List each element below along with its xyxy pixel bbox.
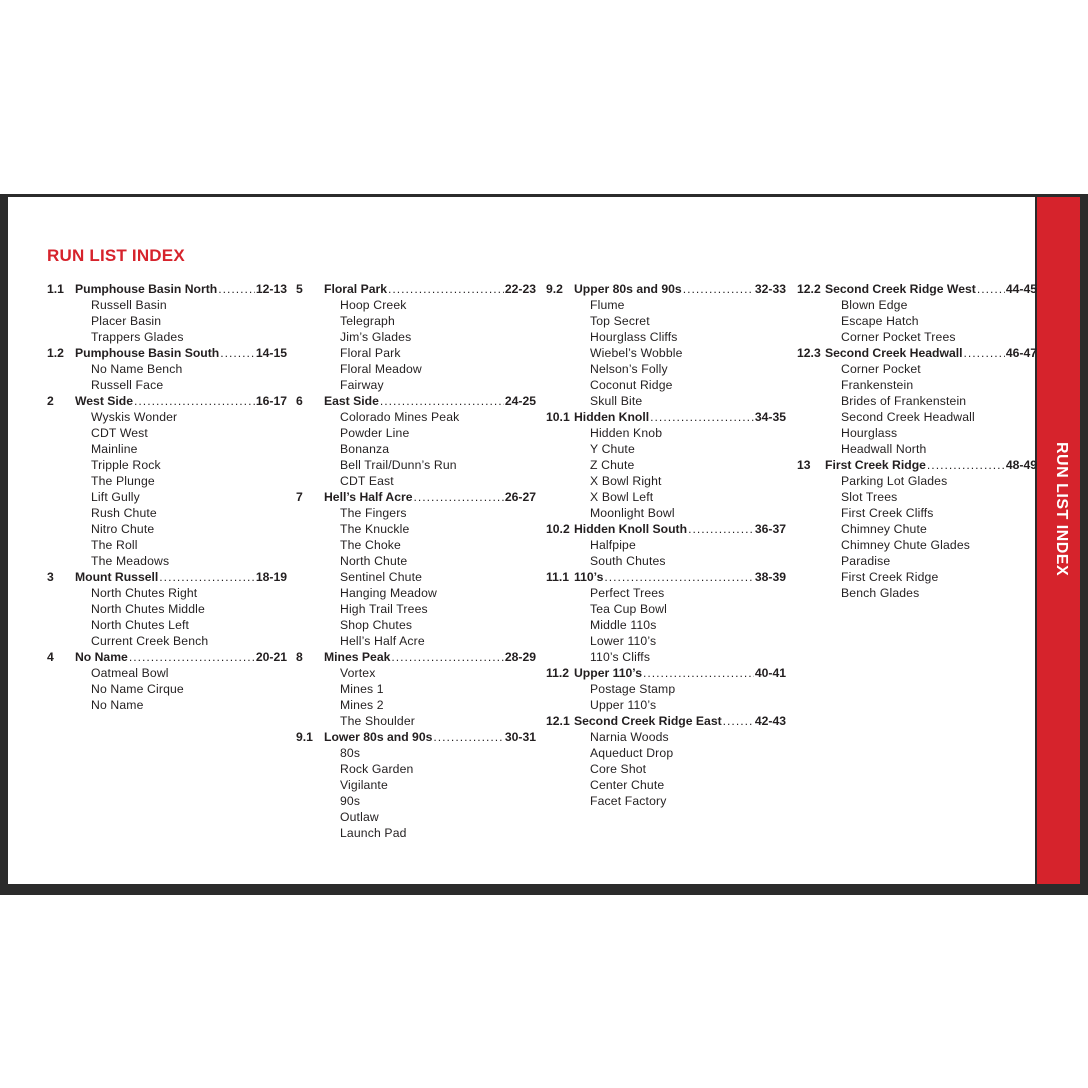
section-row (797, 345, 1037, 361)
section-pages: 42-43 (754, 714, 786, 728)
section-row (546, 713, 786, 729)
section-name: Pumphouse Basin South (75, 346, 220, 360)
run-item: 110’s Cliffs (590, 650, 651, 664)
leader-dots (134, 393, 255, 409)
run-item: Narnia Woods (590, 730, 669, 744)
run-item: Slot Trees (841, 490, 898, 504)
run-item: Frankenstein (841, 378, 914, 392)
run-item: Chimney Chute Glades (841, 538, 970, 552)
run-item: Skull Bite (590, 394, 643, 408)
section-pages: 26-27 (504, 490, 536, 504)
section-pages: 14-15 (255, 346, 287, 360)
side-tab-title: RUN LIST INDEX (1053, 442, 1070, 577)
run-item: North Chute (340, 554, 408, 568)
section-row (797, 281, 1037, 297)
section-name: Hell’s Half Acre (324, 490, 413, 504)
section-name: West Side (75, 394, 134, 408)
run-item: Rock Garden (340, 762, 414, 776)
page-title: RUN LIST INDEX (47, 246, 185, 265)
run-item: Russell Basin (91, 298, 167, 312)
section-number: 11.2 (546, 666, 570, 680)
index-column-2 (296, 281, 536, 841)
section-name: Second Creek Ridge West (825, 282, 976, 296)
section-number: 1.2 (47, 346, 64, 360)
section-row (546, 569, 786, 585)
run-item: Paradise (841, 554, 891, 568)
section-pages: 48-49 (1005, 458, 1037, 472)
run-item: Tea Cup Bowl (590, 602, 667, 616)
section-name: Hidden Knoll South (574, 522, 688, 536)
section-name: Second Creek Headwall (825, 346, 963, 360)
run-item: Floral Meadow (340, 362, 422, 376)
leader-dots (220, 345, 255, 361)
leader-dots (683, 281, 754, 297)
run-item: No Name Bench (91, 362, 183, 376)
leader-dots (391, 649, 503, 665)
leader-dots (650, 409, 754, 425)
run-item: Placer Basin (91, 314, 162, 328)
section-pages: 28-29 (504, 650, 536, 664)
run-item: X Bowl Left (590, 490, 654, 504)
section-name: First Creek Ridge (825, 458, 926, 472)
run-item: Y Chute (590, 442, 635, 456)
run-item: High Trail Trees (340, 602, 428, 616)
run-item: X Bowl Right (590, 474, 662, 488)
section-row (546, 665, 786, 681)
section-number: 9.1 (296, 730, 313, 744)
run-item: Bench Glades (841, 586, 920, 600)
section-number: 4 (47, 650, 54, 664)
section-pages: 30-31 (504, 730, 536, 744)
section-pages: 34-35 (754, 410, 786, 424)
run-item: Oatmeal Bowl (91, 666, 169, 680)
section-row (47, 345, 287, 361)
run-item: Upper 110’s (590, 698, 657, 712)
run-item: Parking Lot Glades (841, 474, 948, 488)
run-item: Telegraph (340, 314, 395, 328)
section-row (296, 729, 536, 745)
run-item: Lift Gully (91, 490, 140, 504)
run-item: South Chutes (590, 554, 666, 568)
leader-dots (927, 457, 1005, 473)
section-number: 12.3 (797, 346, 821, 360)
run-item: Escape Hatch (841, 314, 919, 328)
run-item: Mines 1 (340, 682, 384, 696)
run-item: 90s (340, 794, 361, 808)
section-row (47, 393, 287, 409)
run-item: Vortex (340, 666, 376, 680)
section-pages: 24-25 (504, 394, 536, 408)
run-item: Colorado Mines Peak (340, 410, 460, 424)
run-item: Rush Chute (91, 506, 157, 520)
run-item: The Knuckle (340, 522, 410, 536)
section-number: 1.1 (47, 282, 64, 296)
run-item: Powder Line (340, 426, 410, 440)
section-name: Upper 110’s (574, 666, 642, 680)
section-number: 12.2 (797, 282, 821, 296)
section-pages: 46-47 (1005, 346, 1037, 360)
run-item: Floral Park (340, 346, 401, 360)
leader-dots (388, 281, 504, 297)
index-column-4 (797, 281, 1037, 601)
run-item: Corner Pocket (841, 362, 921, 376)
section-row (546, 521, 786, 537)
section-pages: 44-45 (1005, 282, 1037, 296)
section-number: 6 (296, 394, 303, 408)
run-item: Tripple Rock (91, 458, 161, 472)
run-item: Corner Pocket Trees (841, 330, 956, 344)
leader-dots (723, 713, 754, 729)
run-item: Hidden Knob (590, 426, 663, 440)
section-number: 10.1 (546, 410, 570, 424)
run-item: Bell Trail/Dunn’s Run (340, 458, 457, 472)
leader-dots (964, 345, 1005, 361)
run-item: Z Chute (590, 458, 635, 472)
run-item: Outlaw (340, 810, 379, 824)
section-name: Floral Park (324, 282, 387, 296)
run-item: North Chutes Middle (91, 602, 205, 616)
section-row (296, 393, 536, 409)
leader-dots (604, 569, 753, 585)
section-number: 5 (296, 282, 303, 296)
run-item: No Name (91, 698, 144, 712)
section-name: Upper 80s and 90s (574, 282, 682, 296)
section-pages: 20-21 (255, 650, 287, 664)
run-item: The Plunge (91, 474, 155, 488)
section-number: 10.2 (546, 522, 570, 536)
leader-dots (159, 569, 255, 585)
leader-dots (688, 521, 754, 537)
run-item: Wiebel’s Wobble (590, 346, 683, 360)
run-item: Middle 110s (590, 618, 657, 632)
run-item: Trappers Glades (91, 330, 184, 344)
run-item: Core Shot (590, 762, 647, 776)
run-item: Coconut Ridge (590, 378, 673, 392)
run-item: Top Secret (590, 314, 650, 328)
run-item: Sentinel Chute (340, 570, 423, 584)
section-pages: 18-19 (255, 570, 287, 584)
run-item: Headwall North (841, 442, 927, 456)
section-row (47, 281, 287, 297)
run-item: CDT West (91, 426, 148, 440)
section-row (797, 457, 1037, 473)
run-item: Russell Face (91, 378, 164, 392)
section-pages: 36-37 (754, 522, 786, 536)
page-frame (0, 194, 1088, 895)
run-item: First Creek Ridge (841, 570, 939, 584)
run-item: Lower 110’s (590, 634, 657, 648)
section-pages: 38-39 (754, 570, 786, 584)
section-name: 110’s (574, 570, 604, 584)
run-item: Nelson’s Folly (590, 362, 668, 376)
run-item: First Creek Cliffs (841, 506, 934, 520)
section-number: 7 (296, 490, 303, 504)
leader-dots (977, 281, 1005, 297)
run-item: Brides of Frankenstein (841, 394, 967, 408)
section-row (296, 649, 536, 665)
run-item: Shop Chutes (340, 618, 413, 632)
run-item: Flume (590, 298, 625, 312)
run-item: Current Creek Bench (91, 634, 209, 648)
run-item: North Chutes Right (91, 586, 198, 600)
run-item: The Roll (91, 538, 138, 552)
run-item: Postage Stamp (590, 682, 676, 696)
run-item: Perfect Trees (590, 586, 665, 600)
run-item: Mines 2 (340, 698, 384, 712)
run-item: Mainline (91, 442, 138, 456)
section-name: Second Creek Ridge East (574, 714, 722, 728)
run-item: Wyskis Wonder (91, 410, 178, 424)
index-column-3 (546, 281, 786, 809)
leader-dots (380, 393, 504, 409)
run-item: 80s (340, 746, 361, 760)
section-row (47, 569, 287, 585)
section-pages: 40-41 (754, 666, 786, 680)
section-row (546, 281, 786, 297)
section-pages: 16-17 (255, 394, 287, 408)
run-item: Vigilante (340, 778, 388, 792)
section-name: Pumphouse Basin North (75, 282, 218, 296)
section-pages: 12-13 (255, 282, 287, 296)
leader-dots (433, 729, 503, 745)
section-row (296, 281, 536, 297)
run-item: Nitro Chute (91, 522, 155, 536)
run-item: Hourglass Cliffs (590, 330, 678, 344)
section-name: Hidden Knoll (574, 410, 650, 424)
section-name: Mount Russell (75, 570, 159, 584)
leader-dots (414, 489, 504, 505)
run-item: The Choke (340, 538, 401, 552)
section-name: Lower 80s and 90s (324, 730, 433, 744)
leader-dots (643, 665, 754, 681)
section-number: 11.1 (546, 570, 570, 584)
run-item: Facet Factory (590, 794, 667, 808)
run-item: Hell’s Half Acre (340, 634, 425, 648)
run-item: Bonanza (340, 442, 390, 456)
section-pages: 22-23 (504, 282, 536, 296)
index-page (8, 197, 1035, 884)
section-number: 3 (47, 570, 54, 584)
leader-dots (218, 281, 255, 297)
leader-dots (129, 649, 255, 665)
run-item: Hanging Meadow (340, 586, 437, 600)
run-item: The Meadows (91, 554, 170, 568)
section-number: 2 (47, 394, 54, 408)
section-pages: 32-33 (754, 282, 786, 296)
section-row (47, 649, 287, 665)
run-item: Chimney Chute (841, 522, 927, 536)
run-item: CDT East (340, 474, 394, 488)
run-item: Aqueduct Drop (590, 746, 674, 760)
run-item: Moonlight Bowl (590, 506, 675, 520)
section-number: 9.2 (546, 282, 563, 296)
run-item: Blown Edge (841, 298, 908, 312)
run-item: North Chutes Left (91, 618, 190, 632)
run-item: No Name Cirque (91, 682, 184, 696)
run-item: Hoop Creek (340, 298, 407, 312)
run-item: Halfpipe (590, 538, 636, 552)
run-item: Hourglass (841, 426, 898, 440)
section-row (296, 489, 536, 505)
run-item: Fairway (340, 378, 384, 392)
section-name: Mines Peak (324, 650, 391, 664)
section-name: No Name (75, 650, 128, 664)
section-number: 13 (797, 458, 811, 472)
section-name: East Side (324, 394, 379, 408)
run-item: Launch Pad (340, 826, 407, 840)
index-column-1 (47, 281, 287, 713)
run-item: The Shoulder (340, 714, 415, 728)
run-item: The Fingers (340, 506, 407, 520)
section-number: 12.1 (546, 714, 570, 728)
section-number: 8 (296, 650, 303, 664)
run-item: Jim’s Glades (340, 330, 412, 344)
run-item: Center Chute (590, 778, 665, 792)
section-row (546, 409, 786, 425)
run-item: Second Creek Headwall (841, 410, 975, 424)
